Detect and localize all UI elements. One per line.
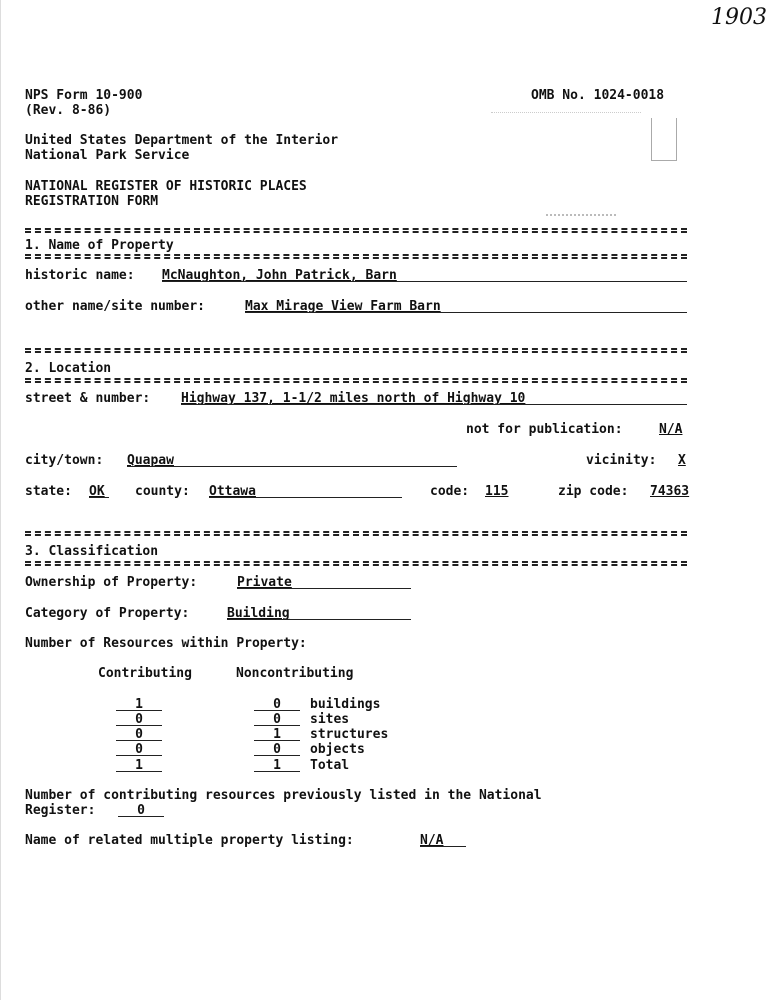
resource-type-label: sites — [310, 712, 350, 727]
city-label: city/town: — [25, 453, 104, 468]
resource-type-label: objects — [310, 742, 365, 757]
ownership-label: Ownership of Property: — [25, 575, 198, 590]
historic-name-label: historic name: — [25, 268, 135, 283]
state-label: state: — [25, 484, 72, 499]
contributing-count: 1 — [135, 697, 143, 712]
section-rule — [25, 348, 687, 353]
historic-name-value: McNaughton, John Patrick, Barn — [162, 268, 397, 283]
multiple-listing-value: N/A — [420, 833, 444, 848]
section-rule — [25, 254, 687, 259]
resource-type-label: structures — [310, 727, 389, 742]
not-for-publication-label: not for publication: — [466, 422, 623, 437]
register-label: Register: — [25, 803, 96, 818]
city-value: Quapaw — [127, 453, 174, 468]
stamp-dots — [491, 112, 641, 113]
noncontributing-count: 1 — [273, 727, 281, 742]
form-revision: (Rev. 8-86) — [25, 103, 112, 118]
category-value: Building — [227, 606, 290, 621]
section3-heading: 3. Classification — [25, 544, 159, 559]
vicinity-label: vicinity: — [586, 453, 657, 468]
handwritten-number: 1903 — [711, 5, 767, 30]
fill-line — [209, 497, 402, 498]
section1-heading: 1. Name of Property — [25, 238, 174, 253]
not-for-publication-value: N/A — [659, 422, 683, 437]
resource-type-label: buildings — [310, 697, 381, 712]
fill-line — [254, 725, 300, 726]
county-value: Ottawa — [209, 484, 256, 499]
zip-value: 74363 — [650, 484, 690, 499]
fill-line — [420, 846, 466, 847]
street-value: Highway 137, 1-1/2 miles north of Highway 10 — [181, 391, 526, 406]
fill-line — [245, 312, 687, 313]
code-value: 115 — [485, 484, 509, 499]
contributing-column-header: Contributing — [98, 666, 192, 681]
fill-line — [116, 725, 162, 726]
fill-line — [254, 771, 300, 772]
fill-line — [118, 816, 164, 817]
received-stamp-mark — [651, 118, 677, 161]
fill-line — [89, 497, 109, 498]
contributing-count: 1 — [135, 758, 143, 773]
fill-line — [162, 281, 687, 282]
section-rule — [25, 228, 687, 233]
fill-line — [116, 740, 162, 741]
noncontributing-column-header: Noncontributing — [236, 666, 354, 681]
section-rule — [25, 531, 687, 536]
street-label: street & number: — [25, 391, 151, 406]
contributing-count: 0 — [135, 742, 143, 757]
category-label: Category of Property: — [25, 606, 190, 621]
contributing-count: 0 — [135, 712, 143, 727]
form-id: NPS Form 10-900 — [25, 88, 143, 103]
multiple-listing-label: Name of related multiple property listing: — [25, 833, 354, 848]
fill-line — [181, 404, 687, 405]
omb-number: OMB No. 1024-0018 — [531, 88, 665, 103]
previously-listed-label: Number of contributing resources previously listed in the National — [25, 788, 542, 803]
section2-heading: 2. Location — [25, 361, 112, 376]
vicinity-value: X — [678, 453, 686, 468]
ownership-value: Private — [237, 575, 292, 590]
resource-type-label: Total — [310, 758, 350, 773]
county-label: county: — [135, 484, 190, 499]
noncontributing-count: 0 — [273, 742, 281, 757]
zip-label: zip code: — [558, 484, 629, 499]
resources-label: Number of Resources within Property: — [25, 636, 307, 651]
fill-line — [227, 619, 411, 620]
fill-line — [116, 710, 162, 711]
code-label: code: — [430, 484, 470, 499]
fill-line — [127, 466, 457, 467]
fill-line — [254, 755, 300, 756]
other-name-label: other name/site number: — [25, 299, 206, 314]
noncontributing-count: 0 — [273, 712, 281, 727]
previously-listed-value: 0 — [137, 803, 145, 818]
fill-line — [254, 710, 300, 711]
form-title: REGISTRATION FORM — [25, 194, 159, 209]
state-value: OK — [89, 484, 105, 499]
fill-line — [254, 740, 300, 741]
service-name: National Park Service — [25, 148, 190, 163]
other-name-value: Max Mirage View Farm Barn — [245, 299, 441, 314]
noncontributing-count: 1 — [273, 758, 281, 773]
fill-line — [116, 755, 162, 756]
fill-line — [237, 588, 411, 589]
department-name: United States Department of the Interior — [25, 133, 339, 148]
noncontributing-count: 0 — [273, 697, 281, 712]
stamp-smudge — [546, 206, 616, 216]
register-title: NATIONAL REGISTER OF HISTORIC PLACES — [25, 179, 307, 194]
fill-line — [116, 771, 162, 772]
contributing-count: 0 — [135, 727, 143, 742]
section-rule — [25, 561, 687, 566]
section-rule — [25, 378, 687, 383]
